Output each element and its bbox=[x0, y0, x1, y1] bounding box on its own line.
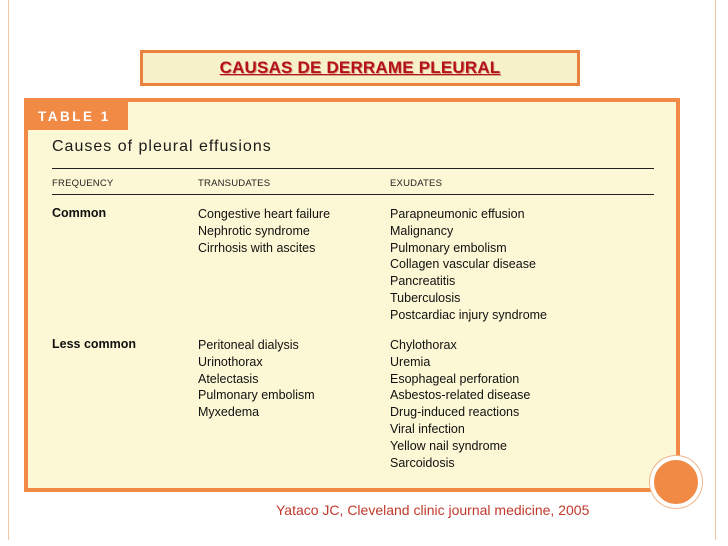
list-item: Drug-induced reactions bbox=[390, 405, 520, 420]
header-exudates: EXUDATES bbox=[390, 178, 443, 189]
less-common-transudates-list bbox=[198, 337, 315, 421]
list-item: Malignancy bbox=[390, 223, 454, 238]
list-item: Esophageal perforation bbox=[390, 371, 520, 386]
list-item: Tuberculosis bbox=[390, 290, 461, 305]
list-item: Peritoneal dialysis bbox=[198, 338, 299, 352]
slide-title: CAUSAS DE DERRAME PLEURAL bbox=[219, 58, 501, 77]
decorative-circle bbox=[650, 456, 702, 508]
slide-title-box bbox=[140, 50, 580, 86]
header-frequency: FREQUENCY bbox=[52, 178, 114, 189]
list-item: Asbestos-related disease bbox=[390, 388, 531, 403]
list-item: Urinothorax bbox=[198, 354, 263, 369]
table-caption: Causes of pleural effusions bbox=[52, 138, 272, 155]
row-label-less-common: Less common bbox=[52, 337, 137, 351]
header-bottom-rule bbox=[52, 194, 654, 195]
header-transudates: TRANSUDATES bbox=[198, 178, 271, 189]
list-item: Postcardiac injury syndrome bbox=[390, 307, 548, 322]
list-item: Nephrotic syndrome bbox=[198, 223, 310, 238]
list-item: Pancreatitis bbox=[390, 274, 456, 289]
list-item: Myxedema bbox=[198, 405, 260, 420]
table-panel bbox=[24, 98, 680, 492]
table-tag: TABLE 1 bbox=[28, 102, 128, 130]
row-label-common: Common bbox=[52, 206, 107, 220]
list-item: Cirrhosis with ascites bbox=[198, 240, 316, 255]
list-item: Sarcoidosis bbox=[390, 455, 455, 470]
list-item: Pulmonary embolism bbox=[390, 240, 507, 255]
common-exudates-list bbox=[390, 206, 547, 324]
citation: Yataco JC, Cleveland clinic journal medicine, 2005 bbox=[276, 502, 590, 518]
common-transudates-list bbox=[198, 206, 330, 256]
list-item: Congestive heart failure bbox=[198, 207, 331, 221]
list-item: Uremia bbox=[390, 354, 431, 369]
list-item: Viral infection bbox=[390, 421, 465, 436]
less-common-exudates-list bbox=[390, 337, 530, 471]
list-item: Parapneumonic effusion bbox=[390, 207, 525, 221]
list-item: Collagen vascular disease bbox=[390, 257, 536, 272]
list-item: Yellow nail syndrome bbox=[390, 438, 507, 453]
list-item: Atelectasis bbox=[198, 371, 259, 386]
header-top-rule bbox=[52, 168, 654, 169]
list-item: Pulmonary embolism bbox=[198, 388, 315, 403]
list-item: Chylothorax bbox=[390, 338, 457, 352]
